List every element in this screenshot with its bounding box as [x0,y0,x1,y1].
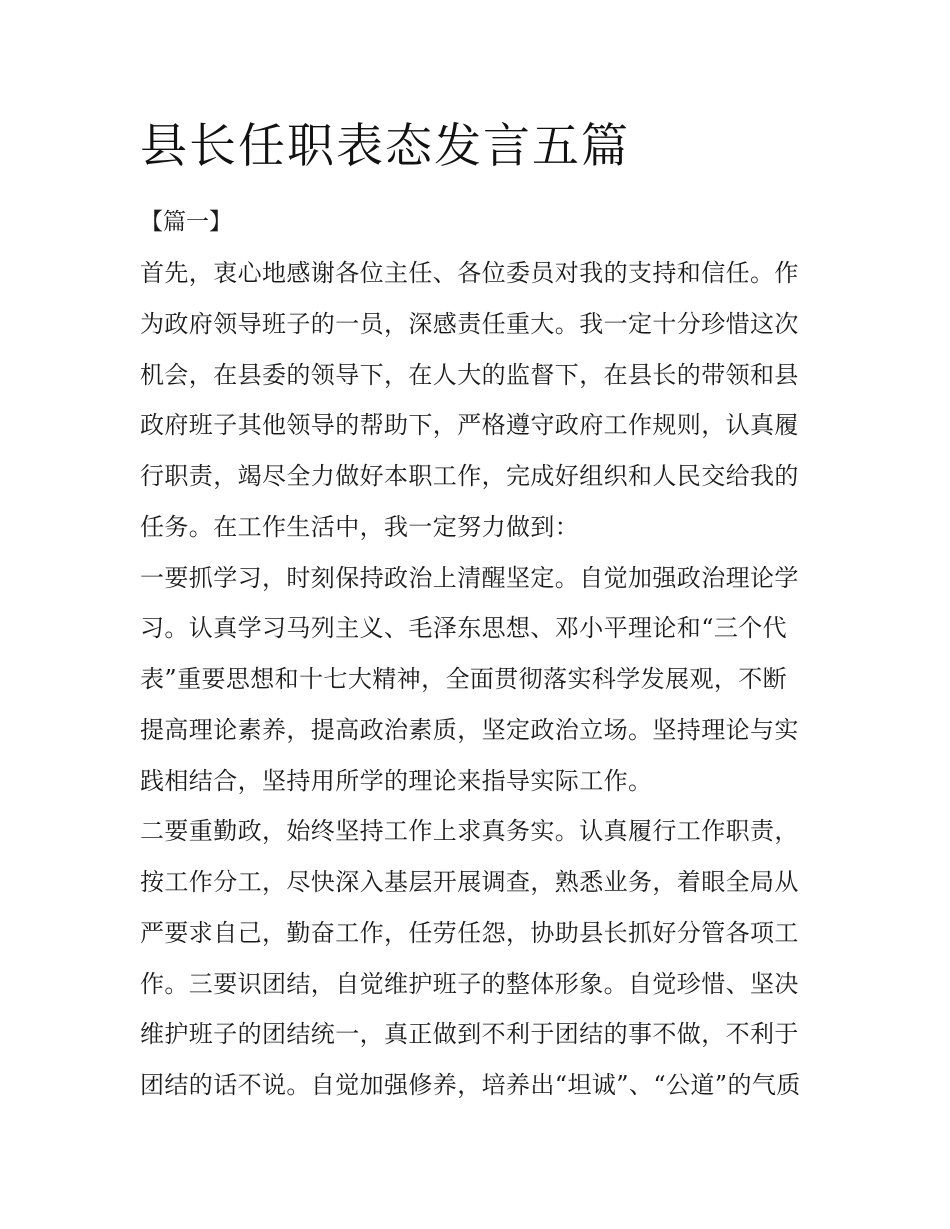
text-line: 一要抓学习，时刻保持政治上清醒坚定。自觉加强政治理论学 [140,563,799,592]
text-line: 政府班子其他领导的帮助下，严格遵守政府工作规则，认真履 [140,411,799,440]
text-line: 按工作分工，尽快深入基层开展调查，熟悉业务，着眼全局从 [140,868,799,896]
text-line: 严要求自己，勤奋工作，任劳任怨，协助县长抓好分管各项工 [140,918,799,947]
text-line: 任务。在工作生活中，我一定努力做到： [140,512,580,541]
text-line: 表”重要思想和十七大精神，全面贯彻落实科学发展观，不断 [140,665,788,693]
text-line: 行职责，竭尽全力做好本职工作，完成好组织和人民交给我的 [140,462,799,490]
body-text [140,253,816,1116]
text-line: 习。认真学习马列主义、毛泽东思想、邓小平理论和“三个代 [140,614,788,643]
section-label: 【篇一】 [140,209,232,235]
text-line: 维护班子的团结统一，真正做到不利于团结的事不做，不利于 [140,1020,799,1049]
text-line: 提高理论素养，提高政治素质，坚定政治立场。坚持理论与实 [140,715,799,744]
document-title: 县长任职表态发言五篇 [140,119,630,174]
text-line: 机会，在县委的领导下，在人大的监督下，在县长的带领和县 [140,360,799,389]
text-line: 作。三要识团结，自觉维护班子的整体形象。自觉珍惜、坚决 [140,969,799,998]
text-line: 二要重勤政，始终坚持工作上求真务实。认真履行工作职责， [140,817,799,846]
text-line: 践相结合，坚持用所学的理论来指导实际工作。 [140,766,653,795]
text-line: 为政府领导班子的一员，深感责任重大。我一定十分珍惜这次 [140,309,799,338]
text-line: 团结的话不说。自觉加强修养，培养出“坦诚”、“公道”的气质 [140,1071,801,1099]
text-line: 首先，衷心地感谢各位主任、各位委员对我的支持和信任。作 [140,259,799,287]
